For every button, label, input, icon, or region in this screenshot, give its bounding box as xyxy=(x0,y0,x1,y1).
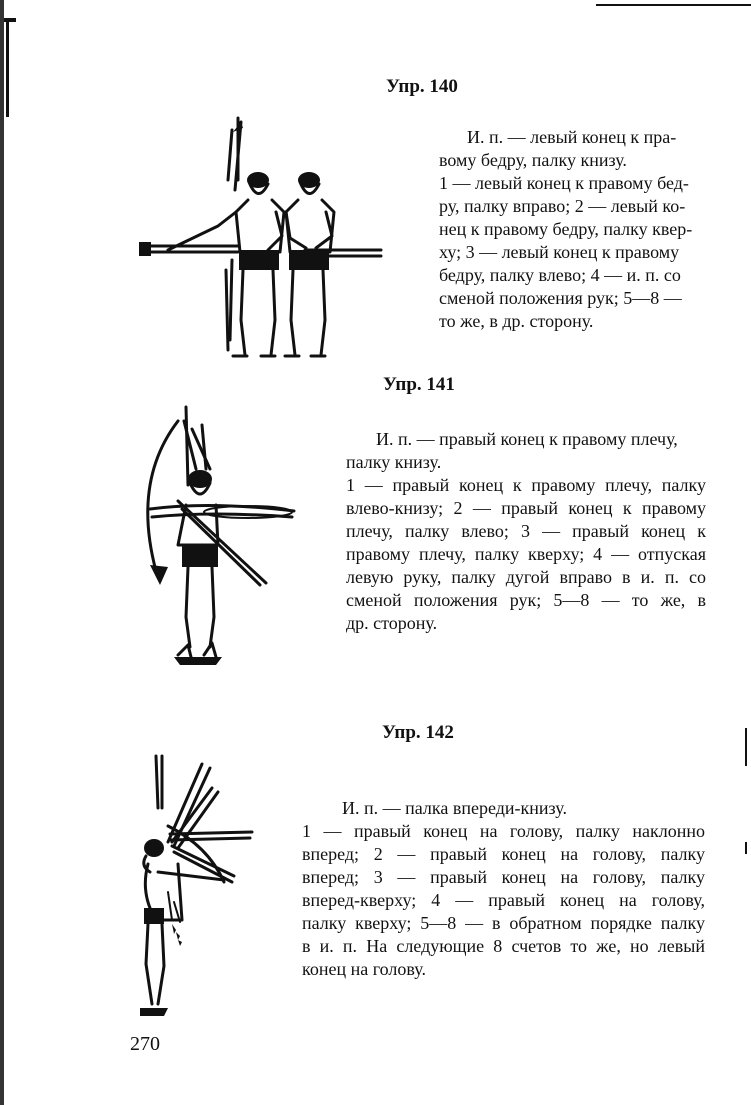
text-line: левую руку, палку дугой вправо в и. п. со xyxy=(346,567,706,587)
exercise-title: Упр. 141 xyxy=(383,374,455,395)
text-line: вперед-кверху; 4 — правый конец на голову, xyxy=(302,890,705,910)
text-line: плечу, палку влево; 3 — правый конец к xyxy=(346,521,706,541)
scan-top-line xyxy=(596,4,751,6)
text-line: ру, палку вправо; 2 — левый ко- xyxy=(439,196,686,216)
text-line: вперед; 2 — правый конец на голову, палку xyxy=(302,844,705,864)
exercise-description xyxy=(302,797,705,981)
text-line: сменой положения рук; 5—8 — то же, в xyxy=(346,590,706,610)
exercise-142-illustration xyxy=(128,752,258,1027)
text-line: 1 — правый конец на голову, палку наклонно xyxy=(302,821,705,841)
text-line: то же, в др. сторону. xyxy=(439,311,594,331)
text-line: сменой положения рук; 5—8 — xyxy=(439,288,682,308)
text-line: влево-книзу; 2 — правый конец к правому xyxy=(346,498,706,518)
exercise-140-illustration xyxy=(135,110,385,370)
scan-right-mark xyxy=(745,728,747,766)
exercise-title: Упр. 140 xyxy=(386,76,458,97)
exercise-title: Упр. 142 xyxy=(382,722,454,743)
exercise-141-illustration xyxy=(138,405,298,670)
scan-left-edge xyxy=(0,0,4,1105)
text-line: бедру, палку влево; 4 — и. п. со xyxy=(439,265,681,285)
text-line: 1 — правый конец к правому плечу, палку xyxy=(346,475,706,495)
text-line: И. п. — правый конец к правому плечу, xyxy=(376,429,678,449)
text-line: др. сторону. xyxy=(346,613,438,633)
scan-right-mark xyxy=(745,842,747,854)
text-line: конец на голову. xyxy=(302,959,426,979)
text-line: вому бедру, палку книзу. xyxy=(439,150,627,170)
text-line: И. п. — левый конец к пра- xyxy=(467,127,677,147)
page-number: 270 xyxy=(130,1033,160,1055)
text-line: правому плечу, палку кверху; 4 — отпуская xyxy=(346,544,706,564)
exercise-description xyxy=(439,126,707,333)
text-line: в и. п. На следующие 8 счетов то же, но левый xyxy=(302,936,705,956)
text-line: палку книзу. xyxy=(346,452,442,472)
scan-left-mark xyxy=(6,22,9,117)
text-line: ху; 3 — левый конец к правому xyxy=(439,242,680,262)
text-line: 1 — левый конец к правому бед- xyxy=(439,173,689,193)
text-line: И. п. — палка впереди-книзу. xyxy=(342,798,567,818)
text-line: вперед; 3 — правый конец на голову, палку xyxy=(302,867,705,887)
exercise-description xyxy=(346,428,706,635)
text-line: нец к правому бедру, палку квер- xyxy=(439,219,693,239)
text-line: палку кверху; 5—8 — в обратном порядке палку xyxy=(302,913,705,933)
